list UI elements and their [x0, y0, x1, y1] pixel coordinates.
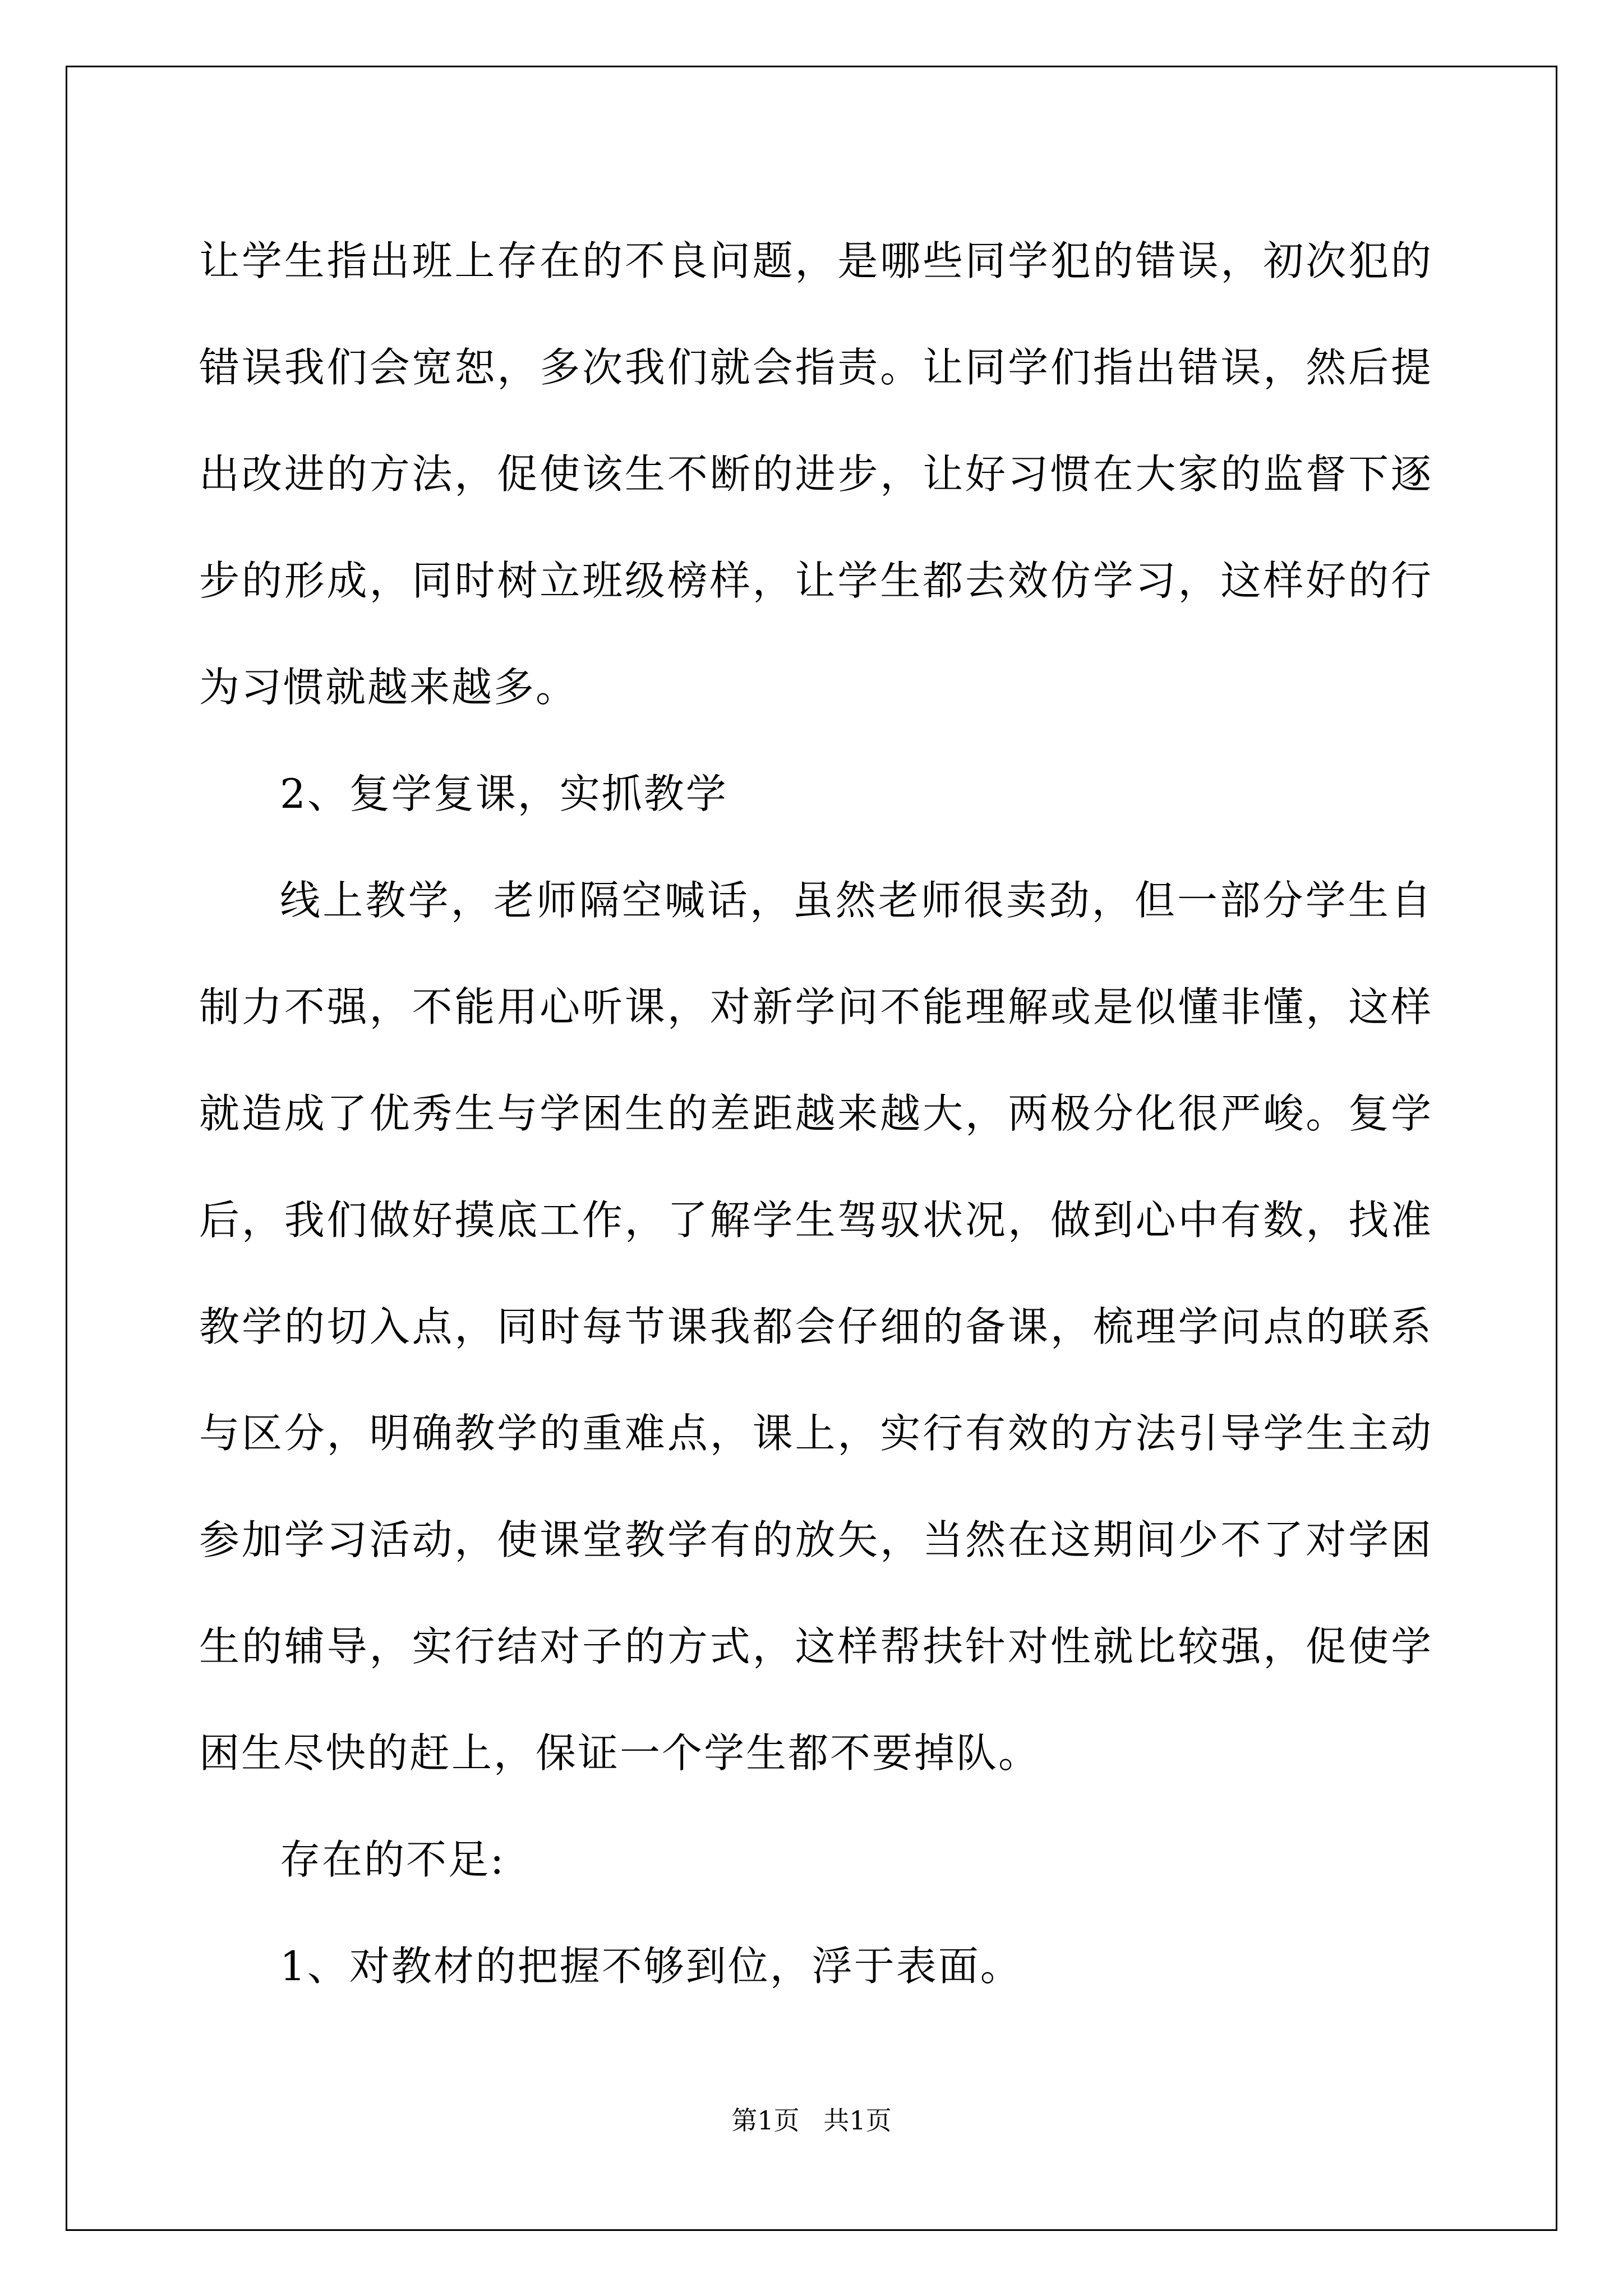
paragraph: 线上教学，老师隔空喊话，虽然老师很卖劲，但一部分学生自制力不强，不能用心听课，对新学问不能理解或是似懂非懂，这样就造成了优秀生与学困生的差距越来越大，两极分化很严峻。复学后，我们做好摸底工作，了解学生驾驭状况，做到心中有数，找准教学的切入点，同时每节课我都会仔细的备课，梳理学问点的联系与区分，明确教学的重难点，课上，实行有效的方法引导学生主动参加学习活动，使课堂教学有的放矢，当然在这期间少不了对学困生的辅导，实行结对子的方式，这样帮扶针对性就比较强，促使学困生尽快的赶上，保证一个学生都不要掉队。 — [199, 877, 1433, 1777]
section-heading: 2、复学复课，实抓教学 — [280, 770, 728, 817]
list-item: 1、对教材的把握不够到位，浮于表面。 — [280, 1943, 1022, 1990]
document-body — [199, 208, 1433, 2019]
subheading: 存在的不足: — [280, 1836, 506, 1883]
page-total: 共1页 — [823, 2105, 892, 2136]
page-footer — [0, 2104, 1623, 2137]
page-number: 第1页 — [731, 2105, 800, 2136]
paragraph: 让学生指出班上存在的不良问题，是哪些同学犯的错误，初次犯的错误我们会宽恕，多次我们就会指责。让同学们指出错误，然后提出改进的方法，促使该生不断的进步，让好习惯在大家的监督下逐步的形成，同时树立班级榜样，让学生都去效仿学习，这样好的行为习惯就越来越多。 — [199, 237, 1433, 711]
